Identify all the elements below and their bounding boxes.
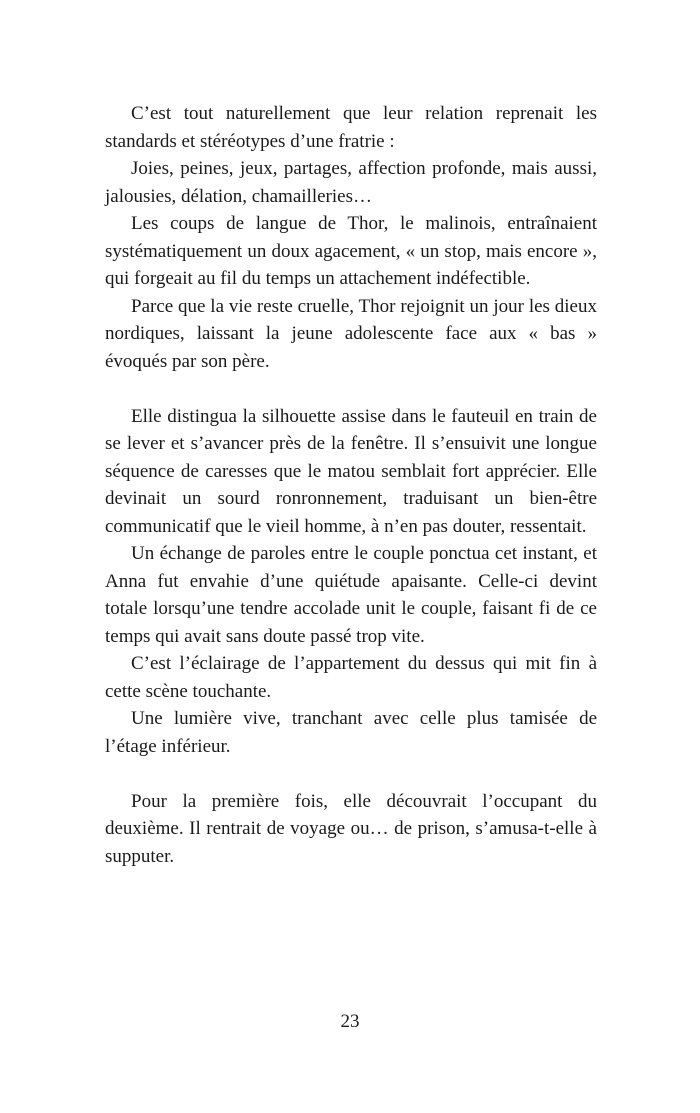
- paragraph: C’est l’éclairage de l’appartement du dessus qui mit fin à cette scène touchante.: [105, 653, 597, 702]
- paragraph: C’est tout naturellement que leur relation reprenait les standards et stéréotypes d’une fratrie :: [105, 103, 597, 152]
- paragraph: Les coups de langue de Thor, le malinois, entraînaient systématiquement un doux agacement, « un stop, mais encore », qui forgeait au fil du temps un attachement indéfectible.: [105, 213, 597, 289]
- paragraph: Joies, peines, jeux, partages, affection profonde, mais aussi, jalousies, délation, chamailleries…: [105, 158, 597, 207]
- paragraph: Elle distingua la silhouette assise dans le fauteuil en train de se lever et s’avancer près de la fenêtre. Il s’ensuivit une longue séquence de caresses que le matou semblait fort apprécier. Elle devinait un sourd ronronnement, traduisant un bien-être communicatif que le vieil homme, à n’en pas douter, ressentait.: [105, 405, 597, 537]
- paragraph: Un échange de paroles entre le couple ponctua cet instant, et Anna fut envahie d’une quiétude apaisante. Celle-ci devint totale lorsqu’une tendre accolade unit le couple, faisant fi de ce temps qui avait sans doute passé trop vite.: [105, 543, 597, 647]
- paragraph: Pour la première fois, elle découvrait l’occupant du deuxième. Il rentrait de voyage ou… de prison, s’amusa-t-elle à supputer.: [105, 790, 597, 867]
- body-text: [105, 100, 597, 870]
- paragraph: Une lumière vive, tranchant avec celle plus tamisée de l’étage inférieur.: [105, 708, 597, 757]
- page-number: 23: [340, 1011, 360, 1032]
- paragraph: Parce que la vie reste cruelle, Thor rejoignit un jour les dieux nordiques, laissant la jeune adolescente face aux « bas » évoqués par son père.: [105, 295, 597, 372]
